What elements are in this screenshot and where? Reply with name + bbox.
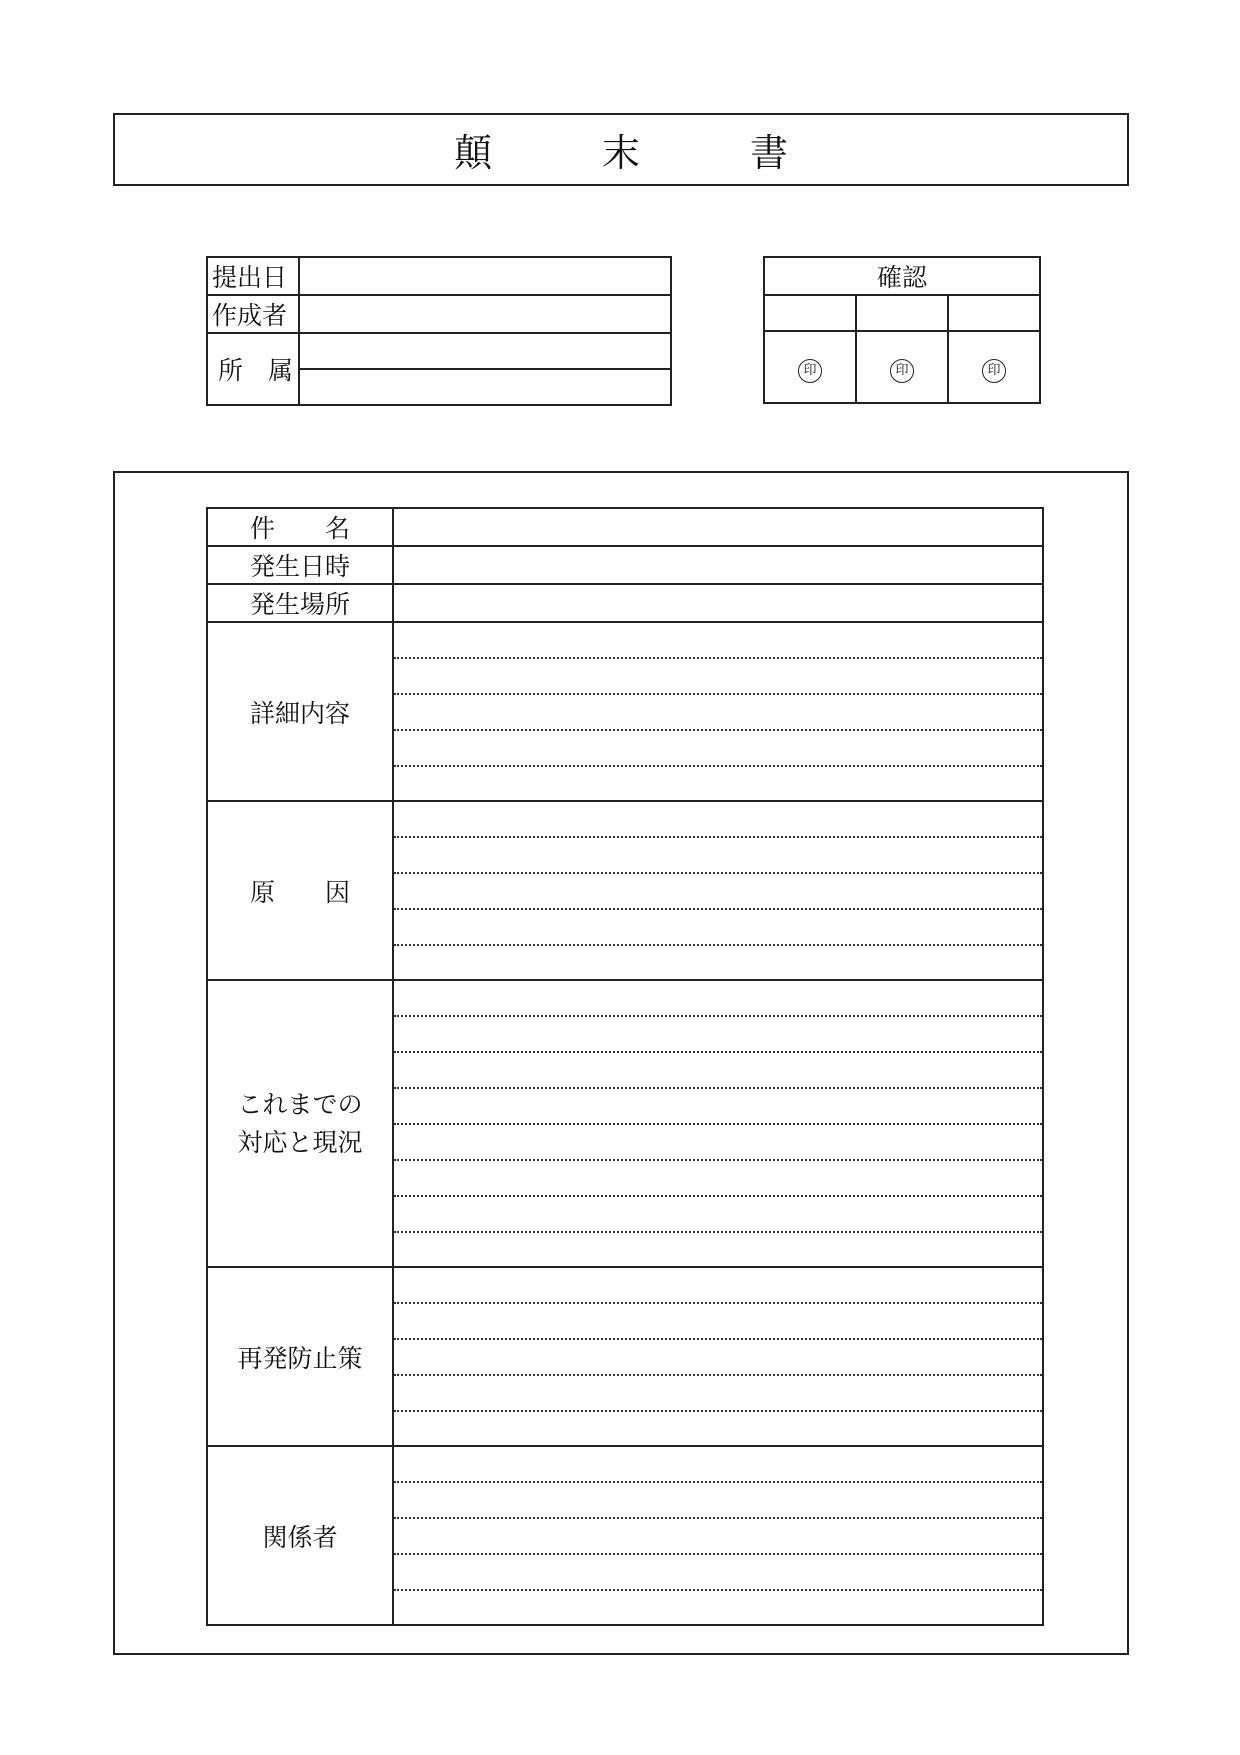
affiliation-field-1[interactable] xyxy=(299,333,671,369)
affiliation-label: 所 属 xyxy=(207,333,299,405)
report-table xyxy=(206,507,1044,1626)
datetime-label: 発生日時 xyxy=(207,546,393,584)
persons-label: 関係者 xyxy=(207,1446,393,1625)
author-field[interactable] xyxy=(299,295,671,333)
affiliation-field-2[interactable] xyxy=(299,369,671,405)
confirmation-table xyxy=(763,256,1041,404)
response-label xyxy=(207,980,393,1267)
cause-label: 原 因 xyxy=(207,801,393,980)
info-table xyxy=(206,256,672,406)
cause-field[interactable] xyxy=(393,801,1043,980)
place-field[interactable] xyxy=(393,584,1043,622)
seal-cell-3[interactable] xyxy=(948,331,1040,403)
confirm-name-2[interactable] xyxy=(856,295,948,331)
seal-icon: 印 xyxy=(982,359,1006,383)
confirm-name-1[interactable] xyxy=(764,295,856,331)
confirm-name-3[interactable] xyxy=(948,295,1040,331)
seal-cell-1[interactable] xyxy=(764,331,856,403)
response-field[interactable] xyxy=(393,980,1043,1267)
subject-field[interactable] xyxy=(393,508,1043,546)
submit-date-field[interactable] xyxy=(299,257,671,295)
response-label-line-1: これまでの xyxy=(237,1089,363,1119)
response-label-line-2: 対応と現況 xyxy=(237,1127,363,1157)
seal-icon: 印 xyxy=(798,359,822,383)
seal-icon: 印 xyxy=(890,359,914,383)
page-title: 顛 末 書 xyxy=(453,131,824,175)
prevention-label: 再発防止策 xyxy=(207,1267,393,1446)
author-label: 作成者 xyxy=(207,295,299,333)
title-box xyxy=(113,113,1129,186)
subject-label: 件 名 xyxy=(207,508,393,546)
submit-date-label: 提出日 xyxy=(207,257,299,295)
place-label: 発生場所 xyxy=(207,584,393,622)
details-label: 詳細内容 xyxy=(207,622,393,801)
persons-field[interactable] xyxy=(393,1446,1043,1625)
prevention-field[interactable] xyxy=(393,1267,1043,1446)
datetime-field[interactable] xyxy=(393,546,1043,584)
details-field[interactable] xyxy=(393,622,1043,801)
confirm-header: 確認 xyxy=(764,257,1040,295)
seal-cell-2[interactable] xyxy=(856,331,948,403)
